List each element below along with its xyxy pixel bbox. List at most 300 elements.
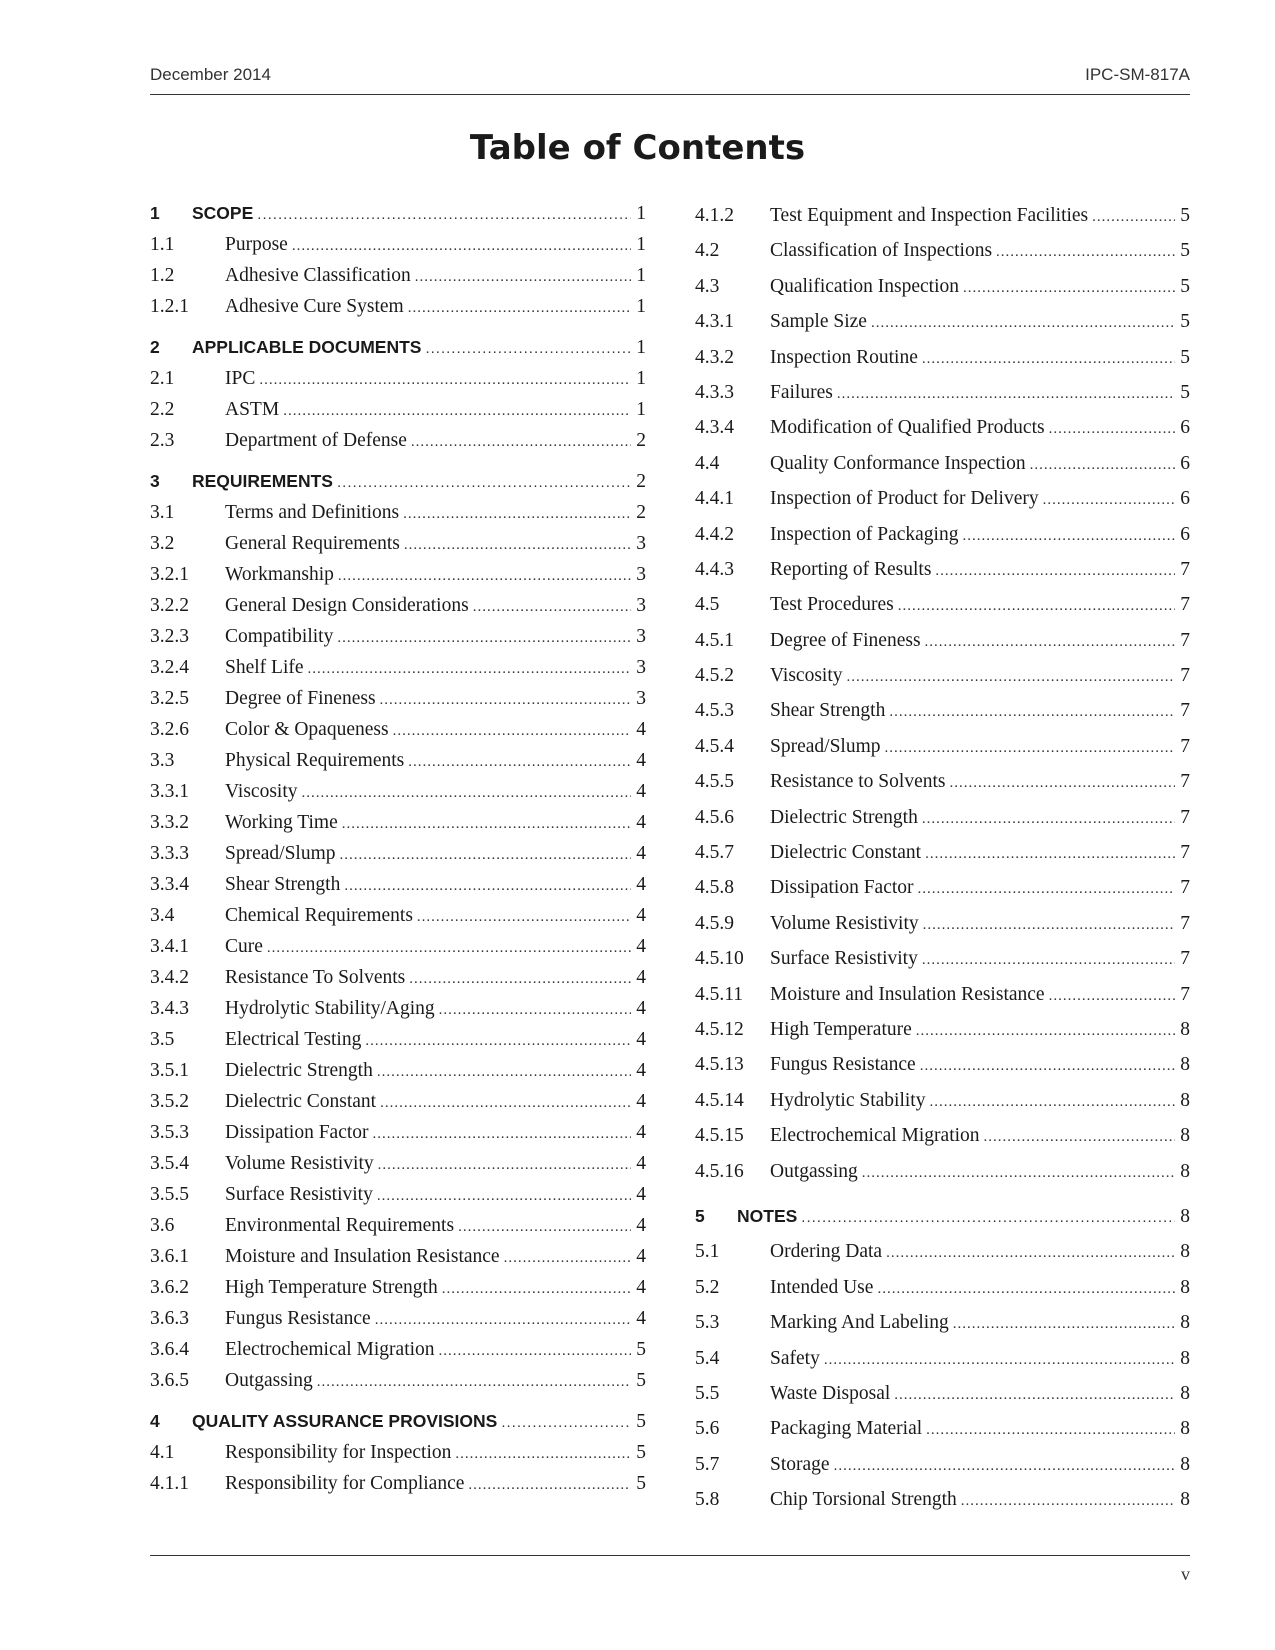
toc-entry-number: 4.5.11 — [695, 983, 744, 1005]
toc-entry[interactable] — [150, 1437, 646, 1468]
toc-entry-number: 4.5.14 — [695, 1089, 744, 1111]
toc-entry[interactable] — [150, 869, 646, 900]
toc-entry[interactable] — [695, 269, 1190, 304]
toc-dot-leader — [962, 519, 1175, 554]
toc-entry[interactable] — [150, 621, 646, 652]
toc-entry-label: Spread/Slump — [225, 843, 336, 864]
toc-entry-page: 4 — [636, 967, 646, 988]
toc-entry-number: 5.7 — [695, 1453, 720, 1475]
toc-entry[interactable] — [150, 1334, 646, 1365]
toc-entry-number: 3.1 — [150, 502, 175, 523]
page-title: Table of Contents — [469, 128, 806, 168]
toc-entry[interactable] — [150, 1117, 646, 1148]
toc-entry-label: Compatibility — [225, 626, 334, 647]
toc-entry-label: Cure — [225, 936, 263, 957]
toc-entry-page: 8 — [1180, 1418, 1190, 1440]
toc-entry-page: 8 — [1180, 1054, 1190, 1076]
toc-section-heading[interactable] — [150, 466, 646, 497]
toc-dot-leader — [1092, 200, 1175, 235]
toc-entry[interactable] — [695, 517, 1190, 552]
toc-entry-label: Chip Torsional Strength — [770, 1489, 957, 1511]
toc-entry[interactable] — [150, 229, 646, 260]
toc-entry-page: 8 — [1180, 1018, 1190, 1040]
toc-entry-number: 5.5 — [695, 1382, 720, 1404]
toc-dot-leader — [458, 1212, 631, 1243]
toc-entry-page: 8 — [1180, 1205, 1190, 1227]
toc-dot-leader — [380, 1088, 631, 1119]
toc-entry[interactable] — [150, 745, 646, 776]
toc-dot-leader — [871, 306, 1175, 341]
toc-dot-leader — [257, 199, 631, 230]
toc-entry[interactable] — [695, 587, 1190, 622]
toc-entry-label: Resistance to Solvents — [770, 771, 946, 793]
toc-dot-leader — [920, 1049, 1176, 1084]
toc-entry-page: 7 — [1180, 665, 1190, 687]
toc-entry-number: 3.6.3 — [150, 1308, 189, 1329]
toc-dot-leader — [292, 231, 631, 262]
toc-dot-leader — [926, 1413, 1175, 1448]
toc-entry[interactable] — [695, 800, 1190, 835]
toc-dot-leader — [935, 554, 1175, 589]
toc-dot-leader — [377, 1057, 631, 1088]
toc-entry-page: 4 — [636, 812, 646, 833]
toc-entry-page: 1 — [636, 234, 646, 255]
toc-dot-leader — [925, 625, 1176, 660]
toc-dot-leader — [898, 589, 1176, 624]
toc-entry-label: IPC — [225, 368, 256, 389]
toc-entry-page: 5 — [1180, 346, 1190, 368]
toc-entry-number: 4.5.8 — [695, 877, 734, 899]
toc-entry[interactable] — [150, 1365, 646, 1396]
toc-entry-label: Dielectric Strength — [225, 1060, 373, 1081]
toc-entry-number: 3.5.5 — [150, 1184, 189, 1205]
toc-entry-page: 4 — [636, 1060, 646, 1081]
toc-dot-leader — [922, 802, 1175, 837]
toc-entry-label: Responsibility for Compliance — [225, 1473, 465, 1494]
toc-entry[interactable] — [150, 528, 646, 559]
toc-entry-page: 8 — [1180, 1276, 1190, 1298]
toc-entry-label: Failures — [770, 381, 833, 403]
toc-entry-page: 6 — [1180, 452, 1190, 474]
toc-entry-label: Responsibility for Inspection — [225, 1442, 452, 1463]
toc-entry-label: Color & Opaqueness — [225, 719, 389, 740]
toc-entry-page: 4 — [636, 781, 646, 802]
toc-entry[interactable] — [695, 1482, 1190, 1517]
toc-entry-label: Classification of Inspections — [770, 240, 993, 262]
toc-entry-page: 4 — [636, 1122, 646, 1143]
toc-entry[interactable] — [695, 340, 1190, 375]
toc-dot-leader — [847, 660, 1176, 695]
toc-entry-label: Viscosity — [225, 781, 298, 802]
toc-entry-page: 2 — [636, 502, 646, 523]
toc-dot-leader — [373, 1119, 632, 1150]
toc-entry[interactable] — [695, 693, 1190, 728]
toc-entry-number: 4.3.4 — [695, 417, 734, 439]
toc-entry-number: 5.4 — [695, 1347, 720, 1369]
toc-entry[interactable] — [695, 1341, 1190, 1376]
toc-dot-leader — [996, 235, 1175, 270]
toc-dot-leader — [337, 623, 631, 654]
toc-dot-leader — [889, 695, 1175, 730]
toc-entry-page: 5 — [1180, 311, 1190, 333]
toc-entry-label: Department of Defense — [225, 430, 407, 451]
toc-dot-leader — [408, 747, 631, 778]
toc-entry[interactable] — [150, 260, 646, 291]
toc-entry-label: Packaging Material — [770, 1418, 923, 1440]
toc-dot-leader — [501, 1407, 631, 1438]
toc-entry-label: General Design Considerations — [225, 595, 469, 616]
toc-entry-label: Quality Conformance Inspection — [770, 452, 1026, 474]
toc-entry-label: Outgassing — [770, 1160, 858, 1182]
toc-entry-page: 4 — [636, 1246, 646, 1267]
toc-entry-page: 5 — [636, 1411, 646, 1432]
toc-entry[interactable] — [695, 375, 1190, 410]
toc-entry-number: 5.3 — [695, 1312, 720, 1334]
toc-entry-number: 3.6.1 — [150, 1246, 189, 1267]
toc-entry-label: QUALITY ASSURANCE PROVISIONS — [192, 1411, 498, 1431]
toc-dot-leader — [923, 908, 1176, 943]
toc-entry[interactable] — [695, 1376, 1190, 1411]
toc-entry-label: Storage — [770, 1453, 830, 1475]
toc-dot-leader — [801, 1200, 1175, 1235]
toc-entry-label: Electrochemical Migration — [225, 1339, 435, 1360]
toc-entry-label: Working Time — [225, 812, 338, 833]
toc-dot-leader — [885, 731, 1176, 766]
toc-entry-number: 4.4.2 — [695, 523, 734, 545]
toc-section-heading[interactable] — [150, 198, 646, 229]
toc-entry-number: 4.3.1 — [695, 311, 734, 333]
toc-entry-number: 4.1 — [150, 1442, 175, 1463]
toc-dot-leader — [824, 1343, 1175, 1378]
toc-dot-leader — [337, 467, 631, 498]
toc-entry[interactable] — [695, 835, 1190, 870]
toc-entry-page: 7 — [1180, 594, 1190, 616]
toc-dot-leader — [409, 964, 631, 995]
toc-section-heading[interactable] — [150, 1406, 646, 1437]
toc-entry-number: 3.6.5 — [150, 1370, 189, 1391]
toc-entry-label: Volume Resistivity — [770, 912, 919, 934]
toc-dot-leader — [380, 685, 632, 716]
toc-entry[interactable] — [695, 1083, 1190, 1118]
toc-dot-leader — [302, 778, 632, 809]
toc-entry[interactable] — [150, 1272, 646, 1303]
toc-entry-number: 4.1.2 — [695, 205, 734, 226]
toc-entry[interactable] — [695, 906, 1190, 941]
toc-entry[interactable] — [150, 497, 646, 528]
toc-entry-number: 3.4.3 — [150, 998, 189, 1019]
toc-entry-page: 6 — [1180, 417, 1190, 439]
toc-entry-page: 8 — [1180, 1241, 1190, 1263]
toc-entry-page: 5 — [1180, 275, 1190, 297]
toc-dot-leader — [283, 396, 631, 427]
toc-entry-number: 1.2.1 — [150, 296, 189, 317]
toc-dot-leader — [340, 840, 632, 871]
toc-entry-number: 4.5.15 — [695, 1125, 744, 1147]
toc-entry-label: Dielectric Constant — [770, 842, 922, 864]
toc-dot-leader — [411, 427, 631, 458]
toc-dot-leader — [425, 333, 631, 364]
toc-entry-page: 4 — [636, 905, 646, 926]
toc-entry-page: 4 — [636, 874, 646, 895]
toc-entry-number: 4.3.2 — [695, 346, 734, 368]
toc-entry-number: 4.1.1 — [150, 1473, 189, 1494]
toc-entry[interactable] — [150, 807, 646, 838]
toc-entry-label: Resistance To Solvents — [225, 967, 406, 988]
toc-entry-label: Modification of Qualified Products — [770, 417, 1045, 439]
page-footer — [150, 1555, 1190, 1584]
toc-entry[interactable] — [695, 304, 1190, 339]
toc-dot-leader — [929, 1085, 1175, 1120]
toc-entry-page: 3 — [636, 564, 646, 585]
toc-entry-label: ASTM — [225, 399, 280, 420]
toc-entry-number: 3.5.3 — [150, 1122, 189, 1143]
toc-entry[interactable] — [150, 425, 646, 456]
toc-entry[interactable] — [150, 1303, 646, 1334]
toc-dot-leader — [504, 1243, 632, 1274]
toc-entry-label: Marking And Labeling — [770, 1312, 949, 1334]
toc-entry[interactable] — [695, 1305, 1190, 1340]
toc-entry-page: 3 — [636, 626, 646, 647]
toc-entry[interactable] — [695, 1270, 1190, 1305]
toc-entry-page: 4 — [636, 1308, 646, 1329]
toc-entry[interactable] — [150, 559, 646, 590]
toc-dot-leader — [1030, 448, 1176, 483]
toc-entry-page: 8 — [1180, 1089, 1190, 1111]
toc-dot-leader — [344, 871, 631, 902]
toc-entry-label: Inspection Routine — [770, 346, 918, 368]
toc-entry-page: 7 — [1180, 700, 1190, 722]
toc-entry-page: 7 — [1180, 558, 1190, 580]
toc-entry-page: 7 — [1180, 983, 1190, 1005]
toc-dot-leader — [338, 561, 631, 592]
toc-entry-label: Surface Resistivity — [225, 1184, 373, 1205]
toc-entry-label: Chemical Requirements — [225, 905, 413, 926]
toc-entry[interactable] — [150, 1468, 646, 1499]
toc-entry-number: 3.5.4 — [150, 1153, 189, 1174]
toc-dot-leader — [377, 1181, 631, 1212]
toc-entry-label: Surface Resistivity — [770, 948, 918, 970]
toc-entry-page: 1 — [636, 203, 646, 224]
toc-entry-number: 5.2 — [695, 1276, 720, 1298]
toc-entry-page: 5 — [636, 1370, 646, 1391]
toc-entry[interactable] — [150, 1024, 646, 1055]
toc-dot-leader — [439, 1336, 632, 1367]
toc-entry[interactable] — [150, 394, 646, 425]
toc-entry-page: 7 — [1180, 877, 1190, 899]
toc-entry[interactable] — [695, 1411, 1190, 1446]
toc-dot-leader — [393, 716, 632, 747]
toc-entry-label: Reporting of Results — [770, 558, 932, 580]
toc-entry-page: 7 — [1180, 948, 1190, 970]
toc-entry-number: 3.2 — [150, 533, 175, 554]
toc-entry[interactable] — [150, 931, 646, 962]
toc-entry-number: 1 — [150, 203, 160, 223]
toc-entry[interactable] — [150, 683, 646, 714]
toc-entry-label: Degree of Fineness — [225, 688, 376, 709]
toc-entry-label: Inspection of Product for Delivery — [770, 488, 1039, 510]
toc-entry-label: High Temperature — [770, 1018, 912, 1040]
toc-left-column — [150, 198, 646, 1499]
toc-entry-label: Viscosity — [770, 665, 843, 687]
toc-entry[interactable] — [150, 1086, 646, 1117]
toc-entry-label: Purpose — [225, 234, 288, 255]
toc-entry-number: 4.5.13 — [695, 1054, 744, 1076]
toc-dot-leader — [378, 1150, 632, 1181]
toc-dot-leader — [949, 766, 1175, 801]
toc-section-heading[interactable] — [695, 1199, 1190, 1234]
toc-entry[interactable] — [150, 1148, 646, 1179]
toc-entry-label: Intended Use — [770, 1276, 874, 1298]
toc-entry-label: Hydrolytic Stability — [770, 1089, 926, 1111]
toc-entry[interactable] — [695, 1447, 1190, 1482]
toc-entry-page: 5 — [1180, 381, 1190, 403]
toc-entry[interactable] — [150, 838, 646, 869]
toc-entry-number: 4.5.9 — [695, 912, 734, 934]
toc-entry-page: 8 — [1180, 1125, 1190, 1147]
toc-entry-label: Terms and Definitions — [225, 502, 400, 523]
toc-entry-label: Waste Disposal — [770, 1382, 891, 1404]
toc-entry[interactable] — [695, 729, 1190, 764]
toc-entry-page: 1 — [636, 265, 646, 286]
toc-entry[interactable] — [695, 1012, 1190, 1047]
toc-entry-page: 2 — [636, 430, 646, 451]
toc-entry-number: 4.4.1 — [695, 488, 734, 510]
toc-entry-page: 8 — [1180, 1312, 1190, 1334]
toc-entry-number: 3.4 — [150, 905, 175, 926]
toc-entry[interactable] — [150, 1179, 646, 1210]
toc-entry[interactable] — [695, 552, 1190, 587]
toc-entry[interactable] — [150, 291, 646, 322]
toc-entry-number: 3.6 — [150, 1215, 175, 1236]
toc-entry-number: 3.2.3 — [150, 626, 189, 647]
toc-entry[interactable] — [695, 1234, 1190, 1269]
toc-entry-label: Physical Requirements — [225, 750, 405, 771]
toc-entry[interactable] — [695, 870, 1190, 905]
toc-entry[interactable] — [150, 1241, 646, 1272]
toc-entry-number: 4.3.3 — [695, 381, 734, 403]
toc-entry-page: 8 — [1180, 1453, 1190, 1475]
toc-entry-label: Dissipation Factor — [225, 1122, 369, 1143]
toc-entry-number: 4.5.16 — [695, 1160, 744, 1182]
toc-entry-page: 8 — [1180, 1382, 1190, 1404]
toc-entry-label: Volume Resistivity — [225, 1153, 374, 1174]
toc-entry[interactable] — [695, 410, 1190, 445]
toc-dot-leader — [1049, 979, 1176, 1014]
toc-entry-label: Electrical Testing — [225, 1029, 362, 1050]
toc-entry-label: NOTES — [737, 1205, 798, 1226]
toc-section-heading[interactable] — [150, 332, 646, 363]
toc-dot-leader — [415, 262, 631, 293]
toc-dot-leader — [984, 1120, 1176, 1155]
toc-entry[interactable] — [150, 363, 646, 394]
toc-entry[interactable] — [695, 198, 1190, 233]
toc-entry-number: 3.2.1 — [150, 564, 189, 585]
toc-entry-number: 1.1 — [150, 234, 175, 255]
toc-entry[interactable] — [695, 481, 1190, 516]
toc-entry-page: 3 — [636, 657, 646, 678]
toc-entry-number: 3 — [150, 471, 160, 491]
toc-entry-page: 8 — [1180, 1347, 1190, 1369]
toc-entry-number: 3.5 — [150, 1029, 175, 1050]
toc-entry-label: REQUIREMENTS — [192, 471, 333, 491]
toc-entry-page: 4 — [636, 998, 646, 1019]
toc-entry[interactable] — [695, 1118, 1190, 1153]
toc-entry-number: 4.5.3 — [695, 700, 734, 722]
toc-entry-page: 7 — [1180, 842, 1190, 864]
toc-dot-leader — [922, 943, 1175, 978]
toc-entry[interactable] — [150, 900, 646, 931]
toc-dot-leader — [259, 365, 631, 396]
toc-entry-page: 4 — [636, 1184, 646, 1205]
toc-entry-label: Sample Size — [770, 311, 867, 333]
toc-dot-leader — [953, 1307, 1176, 1342]
toc-entry[interactable] — [695, 233, 1190, 268]
toc-entry-label: Fungus Resistance — [770, 1054, 916, 1076]
toc-entry[interactable] — [150, 993, 646, 1024]
toc-entry[interactable] — [695, 658, 1190, 693]
toc-entry-number: 2.2 — [150, 399, 175, 420]
toc-entry[interactable] — [150, 1210, 646, 1241]
toc-entry-page: 4 — [636, 1277, 646, 1298]
toc-right-column — [695, 198, 1190, 1517]
toc-dot-leader — [894, 1378, 1175, 1413]
toc-entry-label: Dielectric Strength — [770, 806, 918, 828]
toc-entry[interactable] — [150, 590, 646, 621]
toc-entry[interactable] — [150, 714, 646, 745]
toc-entry-number: 3.2.5 — [150, 688, 189, 709]
toc-entry-number: 5.8 — [695, 1489, 720, 1511]
toc-entry[interactable] — [695, 1047, 1190, 1082]
toc-entry[interactable] — [150, 652, 646, 683]
toc-entry-label: General Requirements — [225, 533, 400, 554]
toc-entry-number: 3.5.2 — [150, 1091, 189, 1112]
page-number: v — [1181, 1564, 1190, 1584]
toc-entry-number: 4.5.12 — [695, 1018, 744, 1040]
toc-entry-number: 4.5.4 — [695, 735, 734, 757]
toc-entry[interactable] — [695, 446, 1190, 481]
toc-entry-label: Ordering Data — [770, 1241, 883, 1263]
toc-entry[interactable] — [150, 962, 646, 993]
toc-entry[interactable] — [695, 941, 1190, 976]
toc-entry[interactable] — [695, 1154, 1190, 1189]
toc-entry-number: 4 — [150, 1411, 160, 1431]
toc-dot-leader — [404, 530, 631, 561]
toc-entry-page: 1 — [636, 368, 646, 389]
toc-entry[interactable] — [150, 776, 646, 807]
toc-entry[interactable] — [695, 623, 1190, 658]
toc-dot-leader — [403, 499, 631, 530]
toc-entry-page: 8 — [1180, 1489, 1190, 1511]
toc-entry-label: Outgassing — [225, 1370, 313, 1391]
toc-entry-number: 4.5.1 — [695, 629, 734, 651]
toc-entry[interactable] — [695, 977, 1190, 1012]
toc-entry[interactable] — [695, 764, 1190, 799]
toc-entry-number: 5.1 — [695, 1241, 720, 1263]
toc-entry-page: 1 — [636, 337, 646, 358]
toc-entry-number: 3.3.3 — [150, 843, 189, 864]
toc-entry-number: 3.3.4 — [150, 874, 189, 895]
toc-entry-page: 4 — [636, 1029, 646, 1050]
toc-entry-page: 7 — [1180, 735, 1190, 757]
toc-entry-label: Workmanship — [225, 564, 334, 585]
toc-entry-page: 4 — [636, 1153, 646, 1174]
toc-dot-leader — [922, 342, 1175, 377]
toc-entry[interactable] — [150, 1055, 646, 1086]
toc-entry-label: Moisture and Insulation Resistance — [225, 1246, 500, 1267]
toc-entry-number: 3.3 — [150, 750, 175, 771]
toc-entry-number: 3.2.2 — [150, 595, 189, 616]
toc-dot-leader — [342, 809, 632, 840]
